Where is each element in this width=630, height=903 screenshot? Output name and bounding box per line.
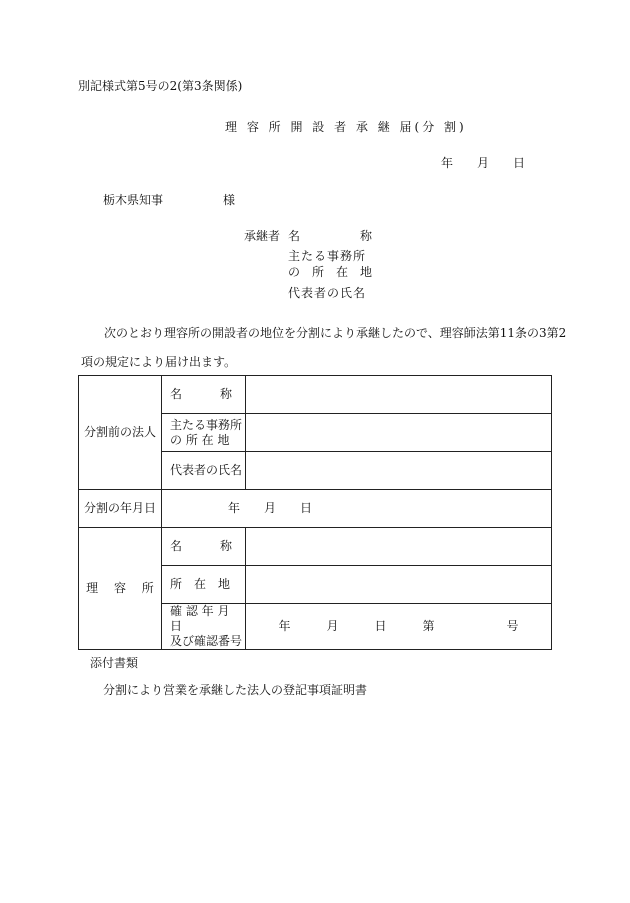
split-date-value: 年 月 日	[228, 501, 313, 515]
body-text-line2: 項の規定により届け出ます。	[81, 355, 237, 369]
name-label-b: 称	[219, 387, 232, 401]
successor-name-label: 名 称	[288, 229, 373, 243]
predecessor-rep-label: 代表者の氏名	[162, 452, 246, 490]
document-title: 理 容 所 開 設 者 承 継 届(分 割)	[225, 120, 467, 134]
confirmation-label-line1: 確 認 年 月 日	[170, 604, 230, 633]
confirmation-field[interactable]	[246, 604, 552, 650]
shop-name-field[interactable]	[246, 528, 552, 566]
predecessor-label: 分割前の法人	[79, 376, 162, 490]
shop-location-field[interactable]	[246, 566, 552, 604]
successor-label: 承継者	[244, 229, 281, 243]
confirmation-value: 年 月 日 第 号	[278, 619, 519, 633]
confirmation-label-line2: 及び確認番号	[170, 634, 243, 648]
attachments-heading: 添付書類	[90, 656, 139, 670]
submission-date: 年 月 日	[441, 156, 526, 170]
notification-table	[78, 375, 552, 650]
name-label-a: 名	[170, 387, 183, 401]
office-label-line1: 主たる事務所	[170, 417, 243, 432]
body-text-line1: 次のとおり理容所の開設者の地位を分割により承継したので、理容師法第11条の3第2	[104, 326, 567, 340]
shop-label: 理 容 所	[79, 528, 162, 650]
form-number: 別記様式第5号の2(第3条関係)	[78, 79, 243, 93]
split-date-label: 分割の年月日	[79, 490, 162, 528]
successor-office-label-2: の 所 在 地	[288, 265, 373, 279]
attachment-item: 分割により営業を承継した法人の登記事項証明書	[103, 683, 368, 697]
office-label-line2: の 所 在 地	[170, 432, 230, 447]
successor-rep-label: 代表者の氏名	[288, 286, 367, 300]
predecessor-office-label	[162, 414, 246, 452]
confirmation-label	[162, 604, 246, 650]
split-date-field[interactable]	[162, 490, 552, 528]
shop-name-label-b: 称	[219, 539, 232, 553]
predecessor-name-field[interactable]	[246, 376, 552, 414]
shop-location-label: 所 在 地	[162, 566, 246, 604]
shop-name-label	[162, 528, 246, 566]
predecessor-name-label	[162, 376, 246, 414]
predecessor-rep-field[interactable]	[246, 452, 552, 490]
addressee: 栃木県知事 様	[103, 193, 236, 207]
shop-name-label-a: 名	[170, 539, 183, 553]
predecessor-office-field[interactable]	[246, 414, 552, 452]
successor-office-label: 主たる事務所	[288, 249, 367, 263]
